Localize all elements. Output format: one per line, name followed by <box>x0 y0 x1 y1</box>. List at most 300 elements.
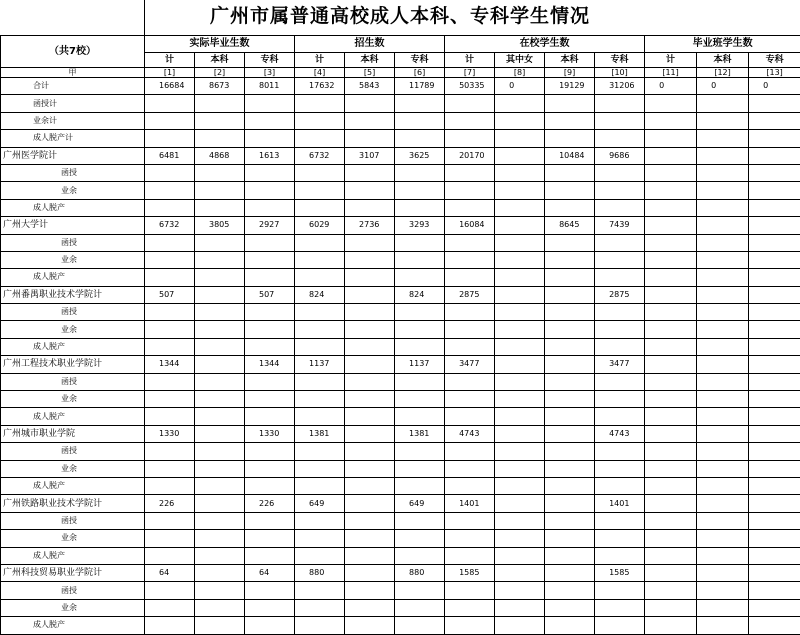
table-cell[interactable] <box>645 391 697 408</box>
table-cell[interactable] <box>245 512 295 529</box>
table-cell[interactable] <box>749 199 800 216</box>
table-cell[interactable] <box>495 425 545 442</box>
table-cell[interactable] <box>145 443 195 460</box>
table-cell[interactable] <box>395 512 445 529</box>
table-cell[interactable] <box>645 251 697 268</box>
table-cell[interactable] <box>495 391 545 408</box>
table-cell[interactable] <box>495 512 545 529</box>
table-cell[interactable]: 3625 <box>395 147 445 164</box>
table-cell[interactable] <box>245 338 295 355</box>
row-label[interactable]: 函授计 <box>1 95 145 112</box>
row-label[interactable]: 成人脱产 <box>1 477 145 494</box>
table-cell[interactable] <box>195 460 245 477</box>
table-cell[interactable] <box>145 338 195 355</box>
table-cell[interactable] <box>645 164 697 181</box>
table-cell[interactable] <box>545 373 595 390</box>
table-cell[interactable] <box>749 182 800 199</box>
table-cell[interactable] <box>445 130 495 147</box>
table-cell[interactable] <box>195 477 245 494</box>
table-cell[interactable] <box>195 182 245 199</box>
table-cell[interactable] <box>697 251 749 268</box>
table-cell[interactable]: 8011 <box>245 78 295 95</box>
table-cell[interactable] <box>145 547 195 564</box>
table-cell[interactable] <box>545 234 595 251</box>
table-cell[interactable] <box>395 443 445 460</box>
table-cell[interactable] <box>697 338 749 355</box>
table-cell[interactable] <box>697 304 749 321</box>
table-cell[interactable] <box>697 477 749 494</box>
table-cell[interactable] <box>295 460 345 477</box>
table-cell[interactable]: 16084 <box>445 217 495 234</box>
table-cell[interactable] <box>697 547 749 564</box>
table-cell[interactable] <box>697 617 749 634</box>
table-cell[interactable] <box>145 582 195 599</box>
table-cell[interactable] <box>445 234 495 251</box>
table-cell[interactable] <box>345 112 395 129</box>
table-cell[interactable] <box>749 304 800 321</box>
row-label[interactable]: 业余计 <box>1 112 145 129</box>
table-cell[interactable] <box>495 304 545 321</box>
table-cell[interactable] <box>195 269 245 286</box>
table-cell[interactable] <box>595 547 645 564</box>
table-cell[interactable] <box>595 408 645 425</box>
table-cell[interactable] <box>697 95 749 112</box>
table-cell[interactable] <box>595 269 645 286</box>
table-cell[interactable]: 1381 <box>295 425 345 442</box>
table-cell[interactable] <box>395 477 445 494</box>
table-cell[interactable] <box>395 164 445 181</box>
row-label[interactable]: 广州医学院计 <box>1 147 145 164</box>
group-header-graduating-class[interactable]: 毕业班学生数 <box>645 36 800 53</box>
table-cell[interactable] <box>545 95 595 112</box>
table-cell[interactable] <box>295 547 345 564</box>
table-cell[interactable] <box>645 373 697 390</box>
row-label[interactable]: 广州大学计 <box>1 217 145 234</box>
table-cell[interactable] <box>697 112 749 129</box>
table-cell[interactable] <box>295 617 345 634</box>
table-cell[interactable] <box>145 530 195 547</box>
table-cell[interactable] <box>595 512 645 529</box>
table-cell[interactable] <box>195 95 245 112</box>
table-cell[interactable] <box>245 582 295 599</box>
table-cell[interactable] <box>345 512 395 529</box>
table-cell[interactable] <box>145 130 195 147</box>
table-cell[interactable]: 649 <box>295 495 345 512</box>
table-cell[interactable] <box>145 95 195 112</box>
table-cell[interactable]: 17632 <box>295 78 345 95</box>
table-cell[interactable] <box>749 495 800 512</box>
table-cell[interactable] <box>545 338 595 355</box>
column-index[interactable]: [7] <box>445 68 495 78</box>
group-header-graduates[interactable]: 实际毕业生数 <box>145 36 295 53</box>
row-label[interactable]: 函授 <box>1 304 145 321</box>
subcol-header[interactable]: 专科 <box>595 53 645 68</box>
table-cell[interactable] <box>245 477 295 494</box>
table-cell[interactable] <box>245 391 295 408</box>
column-index[interactable]: [9] <box>545 68 595 78</box>
table-cell[interactable] <box>495 130 545 147</box>
table-cell[interactable] <box>245 599 295 616</box>
subcol-header[interactable]: 计 <box>645 53 697 68</box>
table-cell[interactable] <box>645 512 697 529</box>
subcol-header[interactable]: 计 <box>145 53 195 68</box>
table-cell[interactable]: 226 <box>245 495 295 512</box>
subcol-header[interactable]: 计 <box>295 53 345 68</box>
table-cell[interactable] <box>749 251 800 268</box>
table-cell[interactable]: 10484 <box>545 147 595 164</box>
table-cell[interactable] <box>749 582 800 599</box>
subcol-header[interactable]: 计 <box>445 53 495 68</box>
column-index[interactable]: [6] <box>395 68 445 78</box>
table-cell[interactable] <box>749 234 800 251</box>
table-cell[interactable] <box>749 130 800 147</box>
table-cell[interactable] <box>145 164 195 181</box>
table-cell[interactable] <box>345 408 395 425</box>
table-cell[interactable] <box>495 286 545 303</box>
table-cell[interactable] <box>697 199 749 216</box>
table-cell[interactable] <box>495 460 545 477</box>
table-cell[interactable] <box>595 477 645 494</box>
table-cell[interactable] <box>697 286 749 303</box>
table-cell[interactable] <box>245 547 295 564</box>
table-cell[interactable] <box>445 182 495 199</box>
table-cell[interactable] <box>345 182 395 199</box>
table-cell[interactable] <box>445 338 495 355</box>
table-cell[interactable] <box>595 443 645 460</box>
table-cell[interactable] <box>749 530 800 547</box>
table-cell[interactable] <box>245 95 295 112</box>
table-cell[interactable] <box>545 269 595 286</box>
table-cell[interactable]: 2736 <box>345 217 395 234</box>
table-cell[interactable] <box>195 356 245 373</box>
table-cell[interactable] <box>495 477 545 494</box>
table-cell[interactable] <box>195 408 245 425</box>
table-cell[interactable]: 1330 <box>145 425 195 442</box>
table-cell[interactable] <box>195 112 245 129</box>
table-cell[interactable] <box>545 304 595 321</box>
table-cell[interactable] <box>545 408 595 425</box>
table-cell[interactable] <box>345 199 395 216</box>
table-cell[interactable] <box>195 564 245 581</box>
table-cell[interactable] <box>749 373 800 390</box>
table-cell[interactable] <box>195 599 245 616</box>
row-label[interactable]: 函授 <box>1 443 145 460</box>
table-cell[interactable] <box>245 304 295 321</box>
row-label[interactable]: 函授 <box>1 582 145 599</box>
table-cell[interactable] <box>495 251 545 268</box>
table-cell[interactable] <box>295 599 345 616</box>
table-cell[interactable] <box>145 408 195 425</box>
row-label[interactable]: 成人脱产 <box>1 408 145 425</box>
table-cell[interactable] <box>545 495 595 512</box>
table-cell[interactable] <box>245 269 295 286</box>
table-cell[interactable] <box>295 130 345 147</box>
table-cell[interactable] <box>545 530 595 547</box>
table-cell[interactable] <box>595 599 645 616</box>
table-cell[interactable] <box>345 547 395 564</box>
table-cell[interactable] <box>495 321 545 338</box>
table-cell[interactable] <box>295 269 345 286</box>
table-cell[interactable]: 1613 <box>245 147 295 164</box>
table-cell[interactable] <box>395 338 445 355</box>
table-cell[interactable] <box>645 530 697 547</box>
table-cell[interactable] <box>145 477 195 494</box>
table-cell[interactable] <box>495 164 545 181</box>
table-cell[interactable] <box>395 617 445 634</box>
table-cell[interactable] <box>195 251 245 268</box>
table-cell[interactable] <box>445 408 495 425</box>
table-cell[interactable] <box>545 512 595 529</box>
table-cell[interactable] <box>749 408 800 425</box>
table-cell[interactable] <box>345 304 395 321</box>
table-cell[interactable] <box>645 269 697 286</box>
table-cell[interactable] <box>395 95 445 112</box>
table-cell[interactable] <box>445 391 495 408</box>
table-cell[interactable] <box>645 495 697 512</box>
table-cell[interactable] <box>395 547 445 564</box>
table-cell[interactable] <box>545 182 595 199</box>
table-cell[interactable] <box>145 182 195 199</box>
table-cell[interactable] <box>595 182 645 199</box>
table-cell[interactable] <box>245 408 295 425</box>
table-cell[interactable] <box>295 373 345 390</box>
table-cell[interactable] <box>749 164 800 181</box>
table-cell[interactable] <box>445 304 495 321</box>
table-cell[interactable]: 1344 <box>145 356 195 373</box>
group-header-students[interactable]: 在校学生数 <box>445 36 645 53</box>
table-cell[interactable] <box>145 234 195 251</box>
table-cell[interactable]: 507 <box>245 286 295 303</box>
row-label[interactable]: 成人脱产 <box>1 199 145 216</box>
table-cell[interactable] <box>645 338 697 355</box>
table-cell[interactable] <box>749 443 800 460</box>
table-cell[interactable] <box>645 564 697 581</box>
table-cell[interactable] <box>295 338 345 355</box>
table-cell[interactable] <box>495 95 545 112</box>
table-cell[interactable] <box>697 130 749 147</box>
table-cell[interactable] <box>595 321 645 338</box>
table-cell[interactable] <box>395 112 445 129</box>
table-cell[interactable] <box>545 251 595 268</box>
table-cell[interactable] <box>697 147 749 164</box>
table-cell[interactable] <box>195 391 245 408</box>
table-cell[interactable] <box>295 95 345 112</box>
table-cell[interactable] <box>595 95 645 112</box>
table-cell[interactable] <box>145 251 195 268</box>
table-cell[interactable]: 11789 <box>395 78 445 95</box>
table-cell[interactable] <box>445 443 495 460</box>
table-cell[interactable] <box>749 460 800 477</box>
table-cell[interactable] <box>295 408 345 425</box>
table-cell[interactable] <box>345 356 395 373</box>
table-cell[interactable]: 20170 <box>445 147 495 164</box>
corner-cell[interactable]: （共7校） <box>1 36 145 68</box>
table-cell[interactable] <box>395 304 445 321</box>
table-cell[interactable]: 19129 <box>545 78 595 95</box>
table-cell[interactable] <box>545 356 595 373</box>
table-cell[interactable] <box>645 408 697 425</box>
table-cell[interactable] <box>595 130 645 147</box>
table-cell[interactable] <box>749 564 800 581</box>
table-cell[interactable] <box>697 512 749 529</box>
table-cell[interactable] <box>545 286 595 303</box>
table-cell[interactable] <box>345 443 395 460</box>
table-cell[interactable] <box>645 460 697 477</box>
table-cell[interactable] <box>545 460 595 477</box>
table-cell[interactable] <box>697 321 749 338</box>
table-cell[interactable] <box>295 582 345 599</box>
table-cell[interactable] <box>195 547 245 564</box>
row-label[interactable]: 业余 <box>1 530 145 547</box>
table-cell[interactable] <box>749 356 800 373</box>
row-label[interactable]: 成人脱产计 <box>1 130 145 147</box>
table-cell[interactable] <box>345 477 395 494</box>
table-cell[interactable]: 226 <box>145 495 195 512</box>
table-cell[interactable] <box>195 338 245 355</box>
table-cell[interactable] <box>195 373 245 390</box>
table-cell[interactable] <box>645 425 697 442</box>
table-cell[interactable]: 64 <box>145 564 195 581</box>
table-cell[interactable] <box>445 269 495 286</box>
table-cell[interactable]: 4868 <box>195 147 245 164</box>
subcol-header[interactable]: 专科 <box>395 53 445 68</box>
table-cell[interactable]: 2927 <box>245 217 295 234</box>
table-cell[interactable] <box>595 112 645 129</box>
table-cell[interactable] <box>145 321 195 338</box>
row-label[interactable]: 业余 <box>1 460 145 477</box>
row-label[interactable]: 广州铁路职业技术学院计 <box>1 495 145 512</box>
table-cell[interactable] <box>495 217 545 234</box>
table-cell[interactable] <box>195 530 245 547</box>
table-cell[interactable]: 880 <box>395 564 445 581</box>
table-cell[interactable] <box>245 460 295 477</box>
table-cell[interactable]: 824 <box>395 286 445 303</box>
table-cell[interactable] <box>595 304 645 321</box>
table-cell[interactable]: 1330 <box>245 425 295 442</box>
table-cell[interactable] <box>395 373 445 390</box>
table-cell[interactable] <box>749 477 800 494</box>
table-cell[interactable] <box>697 269 749 286</box>
table-cell[interactable] <box>545 425 595 442</box>
table-cell[interactable]: 0 <box>645 78 697 95</box>
table-cell[interactable] <box>645 182 697 199</box>
subcol-header[interactable]: 本科 <box>195 53 245 68</box>
table-cell[interactable] <box>345 95 395 112</box>
table-cell[interactable] <box>645 147 697 164</box>
table-cell[interactable] <box>697 530 749 547</box>
table-cell[interactable] <box>749 547 800 564</box>
table-cell[interactable]: 6481 <box>145 147 195 164</box>
table-cell[interactable] <box>749 286 800 303</box>
table-cell[interactable] <box>697 443 749 460</box>
table-cell[interactable] <box>749 112 800 129</box>
table-cell[interactable] <box>545 391 595 408</box>
table-cell[interactable] <box>345 130 395 147</box>
table-cell[interactable]: 6732 <box>295 147 345 164</box>
row-label[interactable]: 函授 <box>1 512 145 529</box>
row-label[interactable]: 广州工程技术职业学院计 <box>1 356 145 373</box>
table-cell[interactable] <box>345 617 395 634</box>
table-cell[interactable] <box>195 234 245 251</box>
table-cell[interactable]: 64 <box>245 564 295 581</box>
table-cell[interactable] <box>595 460 645 477</box>
row-label[interactable]: 业余 <box>1 599 145 616</box>
table-cell[interactable] <box>645 599 697 616</box>
table-cell[interactable] <box>495 147 545 164</box>
table-cell[interactable] <box>295 443 345 460</box>
row-label[interactable]: 业余 <box>1 182 145 199</box>
table-cell[interactable] <box>145 617 195 634</box>
table-cell[interactable]: 7439 <box>595 217 645 234</box>
table-cell[interactable]: 6029 <box>295 217 345 234</box>
row-label[interactable]: 函授 <box>1 234 145 251</box>
table-cell[interactable] <box>345 564 395 581</box>
table-cell[interactable] <box>545 164 595 181</box>
table-cell[interactable] <box>395 321 445 338</box>
table-cell[interactable] <box>545 130 595 147</box>
table-cell[interactable] <box>697 234 749 251</box>
table-cell[interactable] <box>495 356 545 373</box>
table-cell[interactable] <box>697 408 749 425</box>
table-cell[interactable] <box>545 112 595 129</box>
table-cell[interactable] <box>245 251 295 268</box>
table-cell[interactable] <box>345 286 395 303</box>
table-cell[interactable] <box>697 391 749 408</box>
table-cell[interactable] <box>145 373 195 390</box>
table-cell[interactable] <box>697 164 749 181</box>
table-cell[interactable] <box>445 460 495 477</box>
table-cell[interactable] <box>295 112 345 129</box>
table-cell[interactable] <box>749 95 800 112</box>
table-cell[interactable] <box>445 599 495 616</box>
subcol-header[interactable]: 本科 <box>345 53 395 68</box>
row-label[interactable]: 成人脱产 <box>1 617 145 634</box>
table-cell[interactable] <box>245 182 295 199</box>
table-cell[interactable] <box>245 164 295 181</box>
table-cell[interactable] <box>595 530 645 547</box>
table-cell[interactable] <box>545 582 595 599</box>
table-cell[interactable]: 3107 <box>345 147 395 164</box>
table-cell[interactable] <box>195 443 245 460</box>
table-cell[interactable] <box>295 321 345 338</box>
table-cell[interactable] <box>295 304 345 321</box>
table-cell[interactable] <box>495 617 545 634</box>
table-cell[interactable] <box>395 251 445 268</box>
table-cell[interactable] <box>345 321 395 338</box>
table-cell[interactable] <box>595 338 645 355</box>
table-cell[interactable] <box>395 599 445 616</box>
table-cell[interactable] <box>545 547 595 564</box>
table-cell[interactable] <box>195 321 245 338</box>
table-cell[interactable]: 0 <box>495 78 545 95</box>
table-cell[interactable] <box>595 373 645 390</box>
row-label[interactable]: 函授 <box>1 164 145 181</box>
table-cell[interactable] <box>445 321 495 338</box>
column-index[interactable]: [12] <box>697 68 749 78</box>
table-cell[interactable]: 3805 <box>195 217 245 234</box>
table-cell[interactable] <box>245 321 295 338</box>
table-cell[interactable] <box>445 617 495 634</box>
table-cell[interactable] <box>145 512 195 529</box>
table-cell[interactable] <box>445 373 495 390</box>
row-label[interactable]: 函授 <box>1 373 145 390</box>
table-cell[interactable] <box>697 582 749 599</box>
table-cell[interactable] <box>545 564 595 581</box>
row-label[interactable]: 成人脱产 <box>1 269 145 286</box>
table-cell[interactable]: 1401 <box>595 495 645 512</box>
table-cell[interactable]: 2875 <box>595 286 645 303</box>
table-cell[interactable]: 4743 <box>595 425 645 442</box>
